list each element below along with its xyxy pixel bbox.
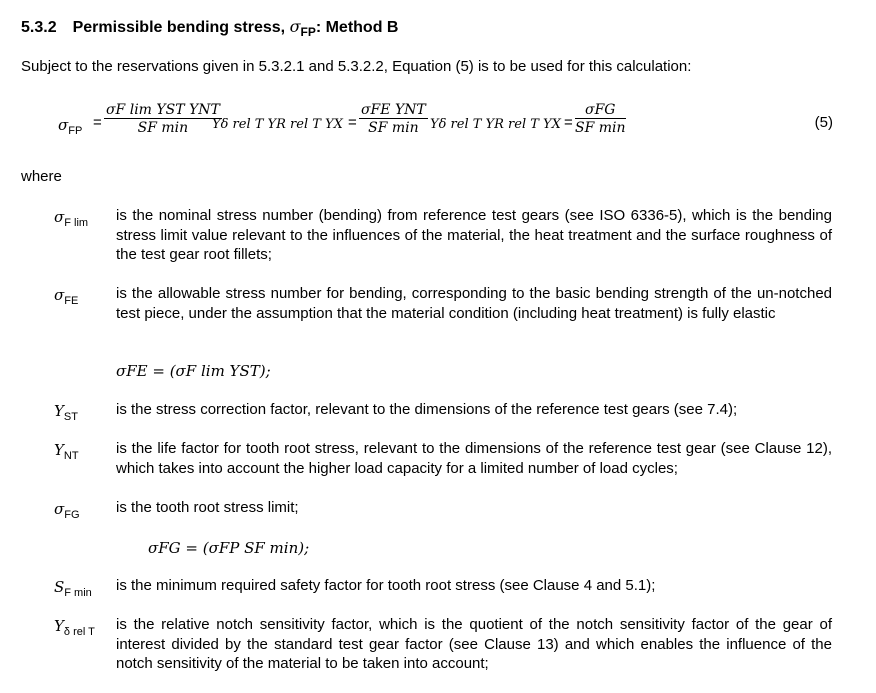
fraction-3-numerator: σFG <box>575 102 626 119</box>
fraction-2 <box>359 102 428 136</box>
equation-factors-1: Yδ rel T YR rel T YX <box>212 117 343 132</box>
equals-sign-2: = <box>348 114 357 131</box>
term-symbol-y-nt: $Y_{NT}$ <box>54 441 79 462</box>
fraction-1-denominator: SF min <box>137 120 189 136</box>
term-definition-sigma-f-lim: is the nominal stress number (bending) from reference test gears (see ISO 6336-5), which is the bending stress limit value relevant to the influences of the material, the heat treatment and the surface roughness of the test gear root fillets; <box>116 207 832 263</box>
intro-paragraph: Subject to the reservations given in 5.3.2.1 and 5.3.2.2, Equation (5) is to be used for this calculation: <box>21 58 692 75</box>
term-definition-y-st: is the stress correction factor, relevant to the dimensions of the reference test gears (see 7.4); <box>116 401 738 418</box>
term-symbol-y-delta-rel-t: $Y_{\delta rel T}$ <box>54 617 95 638</box>
heading-subscript: FP <box>300 25 316 39</box>
equation-number: (5) <box>814 114 833 131</box>
section-number: 5.3.2 <box>21 19 57 36</box>
equals-sign: = <box>93 114 102 131</box>
fraction-2-denominator: SF min <box>368 120 419 136</box>
term-symbol-sigma-fg: $\sigma_{FG}$ <box>54 500 80 521</box>
section-title: Permissible bending stress, <box>72 19 290 36</box>
sub-equation-sigma-fe: σFE = (σF lim YST); <box>116 362 271 380</box>
sub-equation-sigma-fg: σFG = (σFP SF min); <box>148 539 310 557</box>
term-symbol-sigma-fe: $\sigma_{FE}$ <box>54 286 79 307</box>
term-symbol-s-f-min: $S_{F min}$ <box>54 578 92 599</box>
term-definition-sigma-fg: is the tooth root stress limit; <box>116 499 299 516</box>
fraction-2-numerator: σFE YNT <box>361 102 426 118</box>
term-definition-sigma-fe: is the allowable stress number for bending, corresponding to the basic bending strength of the un-notched test piece, under the assumption that the material condition (including heat treatment) is fully elastic <box>116 285 832 322</box>
term-symbol-sigma-f-lim: $\sigma_{F lim}$ <box>54 208 89 229</box>
section-heading <box>21 17 398 39</box>
term-definition-y-nt: is the life factor for tooth root stress, relevant to the dimensions of the reference test gear (see Clause 12), which takes into account the higher load capacity for a limited number of load cycles; <box>116 440 832 477</box>
fraction-1 <box>104 102 222 136</box>
section-title-tail: : Method B <box>315 19 399 36</box>
heading-symbol: σ <box>289 17 301 36</box>
where-label: where <box>21 168 62 185</box>
fraction-3-denominator: SF min <box>575 120 626 136</box>
fraction-1-numerator: σF lim YST YNT <box>106 102 220 118</box>
term-definition-y-delta-rel-t: is the relative notch sensitivity factor, which is the quotient of the notch sensitivity factor of the gear of interest divided by the standard test gear factor (see Clause 13) and which enables the influence of the notch sensitivity of the material to be taken into account; <box>116 616 832 672</box>
fraction-3 <box>575 102 626 136</box>
equation-lhs: $\sigma_{FP}$ <box>58 116 83 137</box>
term-symbol-y-st: $Y_{ST}$ <box>54 402 78 423</box>
term-definition-s-f-min: is the minimum required safety factor for tooth root stress (see Clause 4 and 5.1); <box>116 577 656 594</box>
equals-sign-3: = <box>564 114 573 131</box>
equation-factors-2: Yδ rel T YR rel T YX <box>430 117 561 132</box>
